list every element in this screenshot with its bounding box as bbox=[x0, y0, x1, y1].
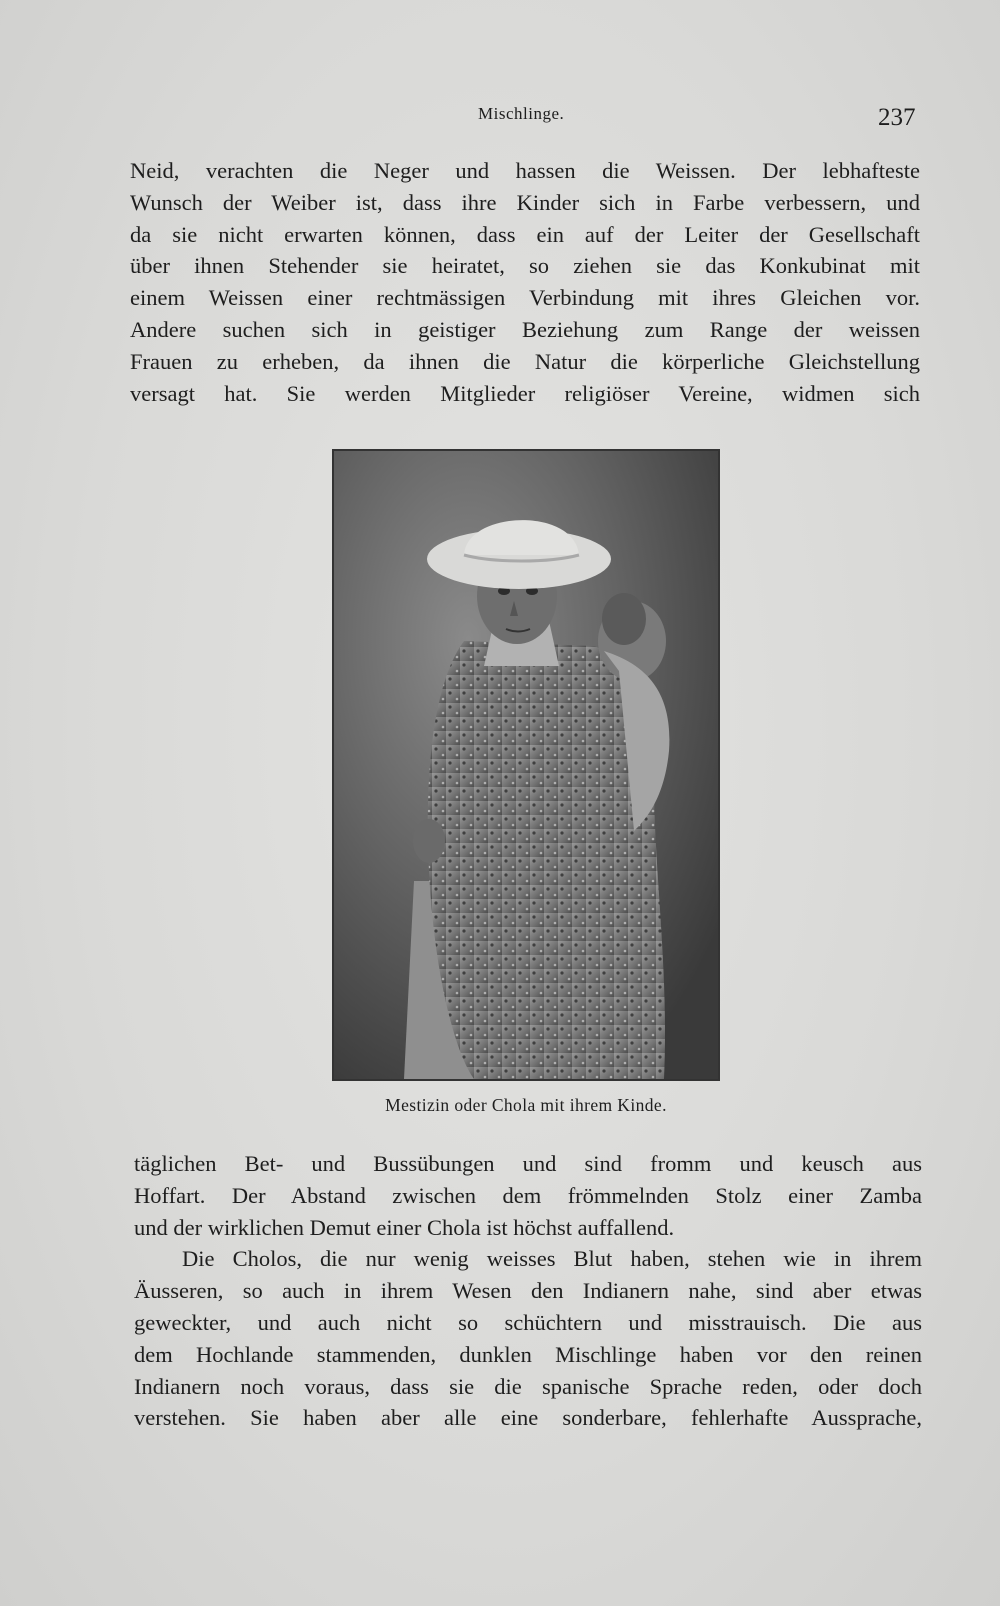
text-line: versagt hat. Sie werden Mitglieder religiöser Vereine, widmen sich bbox=[130, 380, 920, 406]
text-line: täglichen Bet- und Bussübungen und sind fromm und keusch aus bbox=[134, 1151, 922, 1176]
text-line: geweckter, und auch nicht so schüchtern und misstrauisch. Die aus bbox=[134, 1309, 922, 1335]
text-line: Äusseren, so auch in ihrem Wesen den Indianern nahe, sind aber etwas bbox=[134, 1278, 922, 1304]
text-line: Andere suchen sich in geistiger Beziehung zum Range der weissen bbox=[130, 316, 920, 342]
text-line: verstehen. Sie haben aber alle eine sonderbare, fehlerhafte Aussprache, bbox=[134, 1405, 922, 1431]
page-number: 237 bbox=[878, 104, 916, 131]
paragraph-top bbox=[130, 155, 920, 409]
running-title: Mischlinge. bbox=[478, 104, 565, 123]
photograph-plate bbox=[332, 449, 720, 1081]
text-line: und der wirklichen Demut einer Chola ist höchst auffallend. bbox=[134, 1214, 675, 1240]
text-line: Wunsch der Weiber ist, dass ihre Kinder sich in Farbe verbessern, und bbox=[130, 189, 920, 215]
text-line: Hoffart. Der Abstand zwischen dem frömmelnden Stolz einer Zamba bbox=[134, 1182, 922, 1208]
text-line: da sie nicht erwarten können, dass ein auf der Leiter der Gesellschaft bbox=[130, 221, 920, 247]
text-line: über ihnen Stehender sie heiratet, so ziehen sie das Konkubinat mit bbox=[130, 253, 920, 279]
text-line: Indianern noch voraus, dass sie die spanische Sprache reden, oder doch bbox=[134, 1373, 922, 1399]
figure-caption: Mestizin oder Chola mit ihrem Kinde. bbox=[385, 1095, 667, 1115]
paragraph-bottom bbox=[134, 1148, 922, 1434]
text-line: Frauen zu erheben, da ihnen die Natur die körperliche Gleichstellung bbox=[130, 348, 920, 374]
woman-with-child-photo-illustration bbox=[334, 451, 718, 1079]
text-line: dem Hochlande stammenden, dunklen Mischlinge haben vor den reinen bbox=[134, 1341, 922, 1367]
text-line: einem Weissen einer rechtmässigen Verbindung mit ihres Gleichen vor. bbox=[130, 285, 920, 311]
text-line: Die Cholos, die nur wenig weisses Blut haben, stehen wie in ihrem bbox=[182, 1246, 922, 1272]
text-line: Neid, verachten die Neger und hassen die Weissen. Der lebhafteste bbox=[130, 158, 920, 183]
